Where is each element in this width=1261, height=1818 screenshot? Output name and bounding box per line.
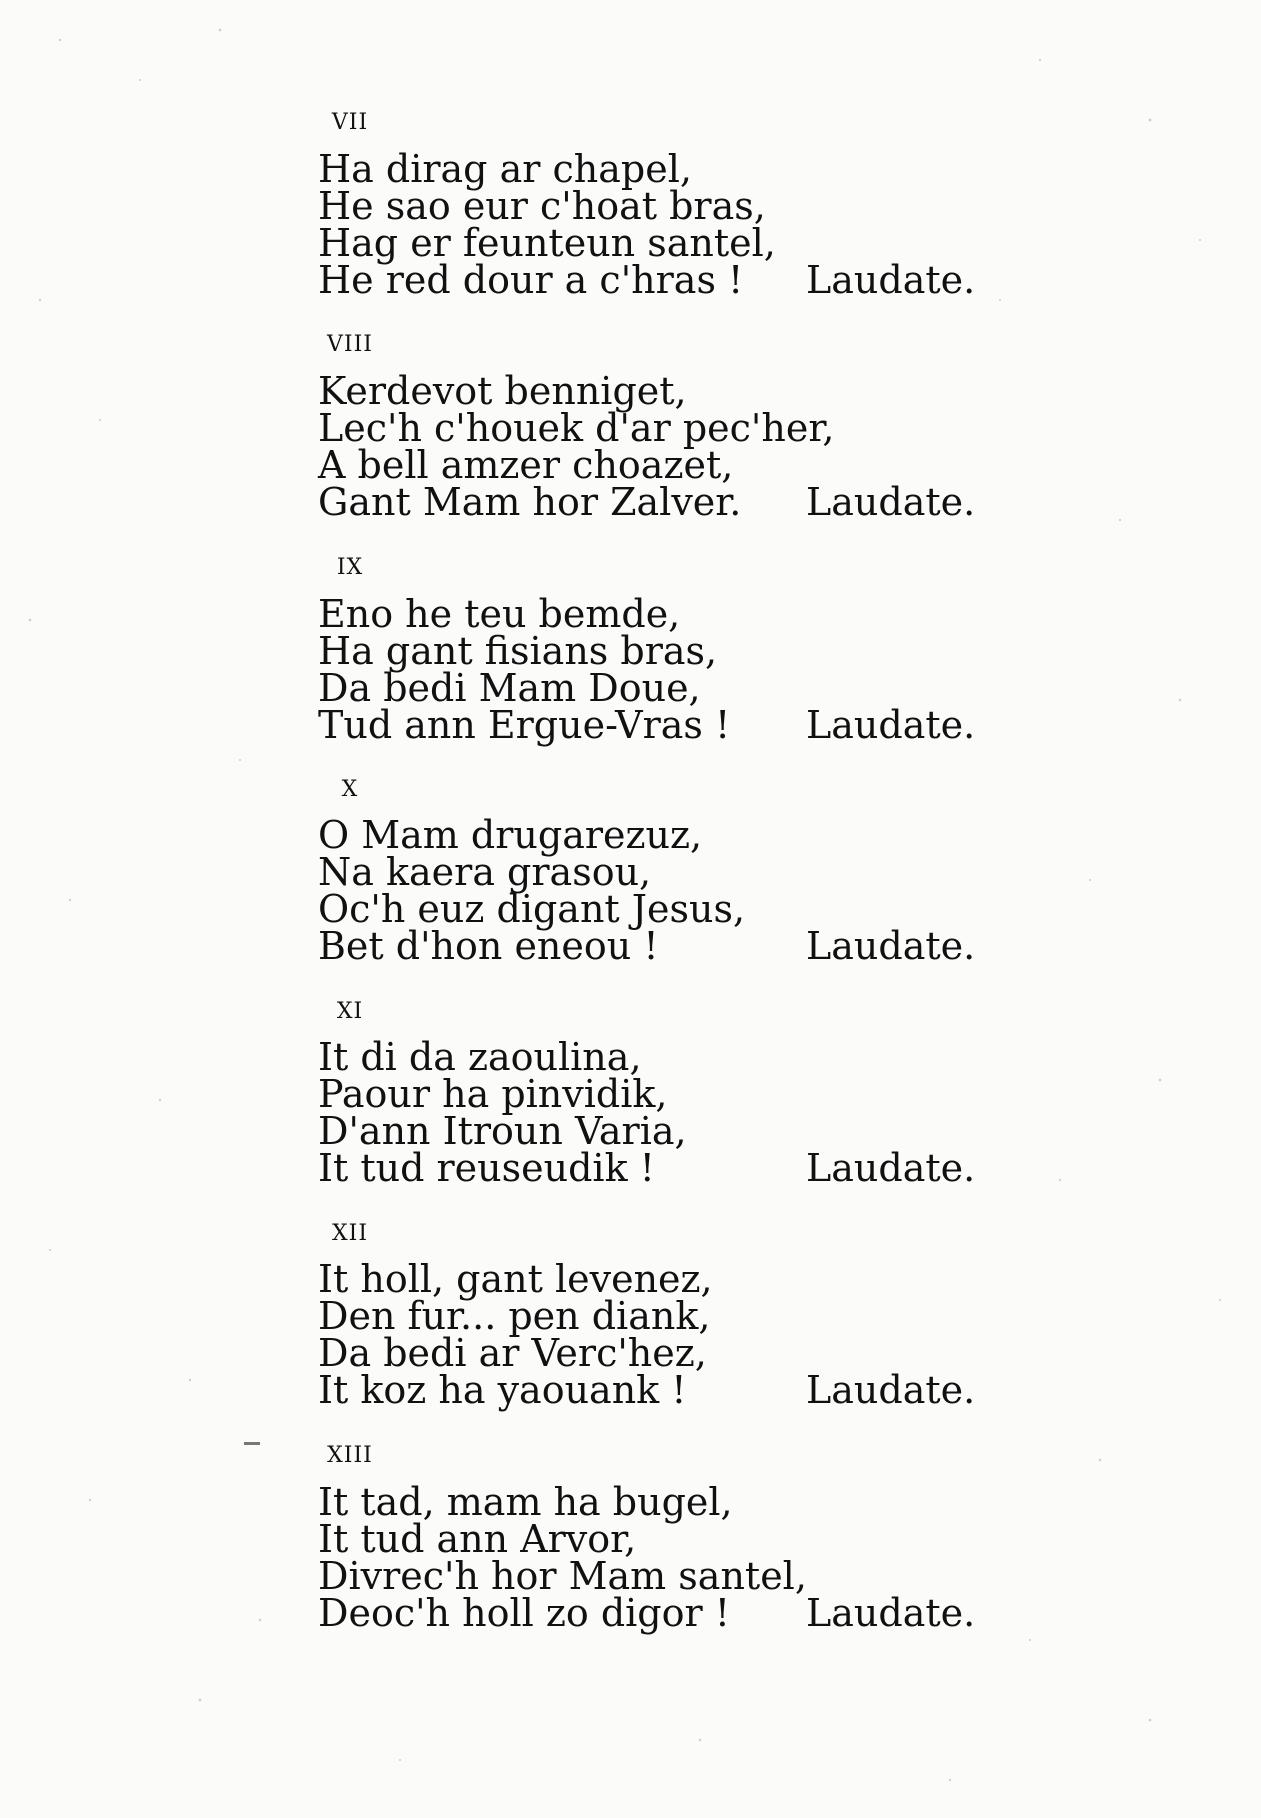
refrain: Laudate. — [806, 924, 976, 968]
verse-line: Ha dirag ar chapel, — [318, 147, 692, 191]
refrain: Laudate. — [806, 258, 976, 302]
verse-line: Lec'h c'houek d'ar pec'her, — [318, 406, 835, 450]
verse-line: Oc'h euz digant Jesus, — [318, 887, 746, 931]
stanza — [318, 1257, 978, 1412]
verse-line: It tad, mam ha bugel, — [318, 1480, 733, 1524]
verse-line-with-refrain — [318, 480, 978, 524]
verse-line-with-refrain — [318, 1591, 978, 1635]
verse-line: Eno he teu bemde, — [318, 592, 681, 636]
refrain: Laudate. — [806, 1146, 976, 1190]
verse-line: Paour ha pinvidik, — [318, 1072, 668, 1116]
stanza — [318, 1035, 978, 1190]
stanza-numeral: XIII — [327, 1443, 373, 1468]
refrain: Laudate. — [806, 1368, 976, 1412]
verse-line-with-refrain — [318, 924, 978, 968]
verse-line: Den fur... pen diank, — [318, 1294, 711, 1338]
stanza — [318, 813, 978, 968]
verse-line: Tud ann Ergue-Vras ! — [318, 703, 731, 747]
verse-line: A bell amzer choazet, — [318, 443, 734, 487]
verse-line-with-refrain — [318, 258, 978, 302]
verse-line: He sao eur c'hoat bras, — [318, 184, 766, 228]
stanza-numeral: IX — [336, 555, 364, 580]
refrain: Laudate. — [806, 1591, 976, 1635]
verse-line: It tud reuseudik ! — [318, 1146, 655, 1190]
verse-line: He red dour a c'hras ! — [318, 258, 744, 302]
verse-line: Da bedi Mam Doue, — [318, 666, 701, 710]
refrain: Laudate. — [806, 703, 976, 747]
verse-line: O Mam drugarezuz, — [318, 813, 703, 857]
verse-line: It di da zaoulina, — [318, 1035, 642, 1079]
stanza — [318, 1480, 978, 1635]
verse-line: Da bedi ar Verc'hez, — [318, 1331, 707, 1375]
verse-line-with-refrain — [318, 1146, 978, 1190]
verse-line-with-refrain — [318, 703, 978, 747]
verse-line: D'ann Itroun Varia, — [318, 1109, 687, 1153]
verse-line: Gant Mam hor Zalver. — [318, 480, 742, 524]
verse-line-with-refrain — [318, 1368, 978, 1412]
verse-line: It koz ha yaouank ! — [318, 1368, 687, 1412]
verse-line: Na kaera grasou, — [318, 850, 652, 894]
stanza-numeral: XII — [331, 1221, 369, 1246]
stanza-numeral: VIII — [327, 332, 373, 357]
verse-line: Bet d'hon eneou ! — [318, 924, 659, 968]
refrain: Laudate. — [806, 480, 976, 524]
stanza-numeral: X — [341, 777, 359, 802]
stanza — [318, 369, 978, 524]
verse-line: Ha gant fisians bras, — [318, 629, 718, 673]
stanza — [318, 147, 978, 302]
verse-line: It holl, gant levenez, — [318, 1257, 713, 1301]
stanza-numeral: VII — [331, 110, 369, 135]
stanza-numeral: XI — [336, 999, 364, 1024]
verse-line: Divrec'h hor Mam santel, — [318, 1554, 807, 1598]
stanza — [318, 592, 978, 747]
verse-line: Kerdevot benniget, — [318, 369, 687, 413]
verse-line: Deoc'h holl zo digor ! — [318, 1591, 731, 1635]
verse-line: It tud ann Arvor, — [318, 1517, 637, 1561]
verse-line: Hag er feunteun santel, — [318, 221, 776, 265]
